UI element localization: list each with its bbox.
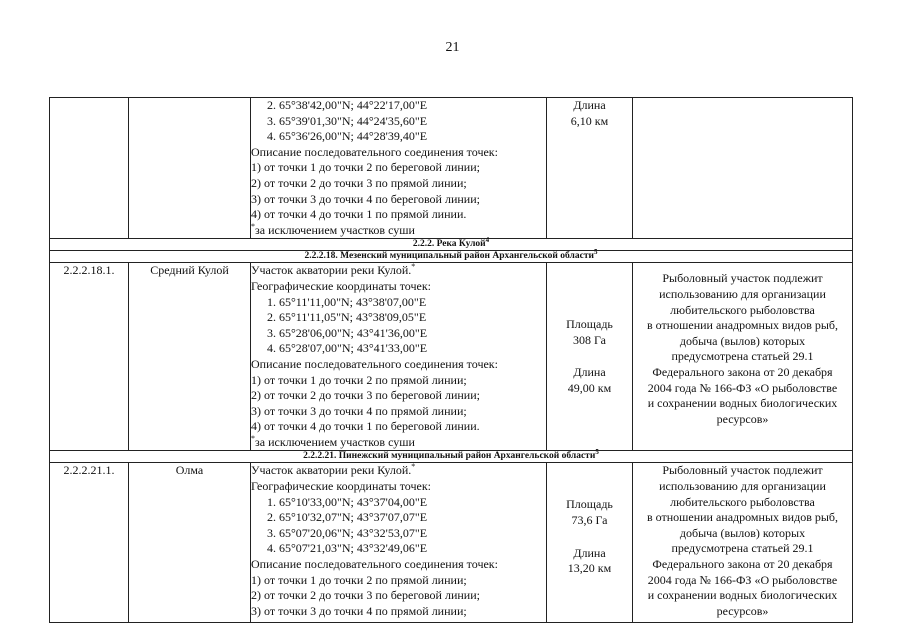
- note-line: в отношении анадромных видов рыб,: [646, 510, 839, 525]
- coordinate-line: 1. 65°11'11,00"N; 43°38'07,00"E: [267, 294, 427, 309]
- description-cell: [251, 98, 547, 239]
- footnote-mark: 5: [595, 448, 599, 457]
- note-line: любительского рыболовства: [670, 302, 815, 317]
- note-line: 2004 года № 166-ФЗ «О рыболовстве: [647, 380, 838, 395]
- coordinate-line: 2. 65°10'32,07"N; 43°37'07,07"E: [267, 510, 428, 525]
- coordinate-line: 4. 65°07'21,03"N; 43°32'49,06"E: [267, 541, 428, 556]
- coordinate-line: 2. 65°38'42,00"N; 44°22'17,00"E: [267, 98, 428, 112]
- measure-cell: [547, 263, 633, 451]
- coordinate-line: 2. 65°11'11,05"N; 43°38'09,05"E: [267, 310, 427, 325]
- note-line: предусмотрена статьей 29.1: [671, 541, 814, 556]
- length-value: 13,20 км: [567, 561, 612, 576]
- asterisk-mark: *: [251, 221, 255, 231]
- coordinates-title: Географические координаты точек:: [251, 278, 431, 293]
- connection-line: 3) от точки 3 до точки 4 по прямой линии;: [251, 403, 467, 418]
- area-name: Средний Кулой: [129, 263, 251, 451]
- connection-line: 4) от точки 4 до точки 1 по прямой линии.: [251, 207, 467, 222]
- exclusion-note: *за исключением участков суши: [251, 221, 415, 237]
- page-number: 21: [445, 40, 460, 55]
- note-line: Рыболовный участок подлежит: [662, 463, 823, 478]
- number-cell: [50, 98, 129, 239]
- description-cell: [251, 263, 547, 451]
- note-line: Федерального закона от 20 декабря: [652, 364, 833, 379]
- description-cell: [251, 463, 547, 623]
- note-line: использованию для организации: [659, 286, 826, 301]
- note-cell: [633, 463, 853, 623]
- connection-title: Описание последовательного соединения точек:: [251, 144, 498, 159]
- area-label: Площадь: [566, 317, 613, 332]
- footnote-mark: 4: [485, 236, 490, 245]
- connection-line: 3) от точки 3 до точки 4 по береговой линии;: [251, 191, 480, 206]
- connection-line: 2) от точки 2 до точки 3 по береговой линии;: [251, 588, 480, 603]
- area-intro: Участок акватории реки Кулой.*: [251, 262, 416, 278]
- note-line: ресурсов»: [716, 411, 769, 426]
- district-section-heading: 2.2.2.18. Мезенский муниципальный район Архангельской области$^5$: [50, 251, 853, 263]
- note-line: и сохранении водных биологических: [647, 588, 838, 603]
- coordinate-line: 4. 65°28'07,00"N; 43°41'33,00"E: [267, 341, 428, 356]
- district-section-heading: 2.2.2.21. Пинежский муниципальный район Архангельской области$^5$: [50, 451, 853, 463]
- connection-line: 2) от точки 2 до точки 3 по береговой линии;: [251, 388, 480, 403]
- connection-line: 1) от точки 1 до точки 2 по прямой линии;: [251, 572, 467, 587]
- area-name: Олма: [129, 463, 251, 623]
- note-line: любительского рыболовства: [670, 494, 815, 509]
- note-cell: [633, 98, 853, 239]
- fishing-areas-table: [49, 97, 853, 623]
- coordinate-line: 3. 65°28'06,00"N; 43°41'36,00"E: [267, 325, 428, 340]
- note-line: использованию для организации: [659, 479, 826, 494]
- area-label: Площадь: [566, 497, 613, 512]
- note-line: в отношении анадромных видов рыб,: [646, 318, 839, 333]
- note-cell: [633, 263, 853, 451]
- connection-line: 4) от точки 4 до точки 1 по береговой линии.: [251, 419, 480, 434]
- note-line: 2004 года № 166-ФЗ «О рыболовстве: [647, 572, 838, 587]
- name-cell: [129, 98, 251, 239]
- note-line: ресурсов»: [716, 603, 769, 618]
- area-number: 2.2.2.18.1.: [50, 263, 129, 451]
- area-number: 2.2.2.21.1.: [50, 463, 129, 623]
- note-line: Федерального закона от 20 декабря: [652, 557, 833, 572]
- asterisk-mark: *: [411, 262, 416, 272]
- district-section-row: [50, 251, 853, 263]
- asterisk-mark: *: [411, 462, 416, 472]
- connection-title: Описание последовательного соединения точек:: [251, 356, 498, 371]
- area-value: 308 Га: [573, 332, 606, 347]
- continuation-row: [50, 98, 853, 239]
- connection-line: 3) от точки 3 до точки 4 по прямой линии;: [251, 603, 467, 618]
- measure-cell: [547, 463, 633, 623]
- length-value: 49,00 км: [567, 381, 612, 395]
- coordinates-title: Географические координаты точек:: [251, 479, 431, 494]
- note-line: Рыболовный участок подлежит: [662, 271, 823, 286]
- coordinate-line: 1. 65°10'33,00"N; 43°37'04,00"E: [267, 494, 428, 509]
- length-label: Длина: [573, 98, 606, 112]
- measure-cell: [547, 98, 633, 239]
- length-label: Длина: [573, 545, 606, 560]
- footnote-mark: 5: [593, 248, 598, 257]
- connection-line: 1) от точки 1 до точки 2 по прямой линии;: [251, 372, 467, 387]
- area-intro: Участок акватории реки Кулой.*: [251, 462, 416, 478]
- area-value: 73,6 Га: [571, 513, 608, 528]
- note-line: добыча (вылов) которых: [679, 333, 806, 348]
- river-section-row: [50, 239, 853, 251]
- note-line: и сохранении водных биологических: [647, 396, 838, 411]
- fishing-area-row: [50, 463, 853, 623]
- note-line: предусмотрена статьей 29.1: [671, 349, 814, 364]
- note-line: добыча (вылов) которых: [679, 525, 806, 540]
- district-section-row: [50, 451, 853, 463]
- river-section-heading: 2.2.2. Река Кулой$^4$: [50, 239, 853, 251]
- connection-title: Описание последовательного соединения точек:: [251, 557, 498, 572]
- length-value: 6,10 км: [570, 113, 609, 128]
- coordinate-line: 4. 65°36'26,00"N; 44°28'39,40"E: [267, 129, 428, 144]
- coordinate-line: 3. 65°39'01,30"N; 44°24'35,60"E: [267, 113, 428, 128]
- connection-line: 2) от точки 2 до точки 3 по прямой линии;: [251, 175, 467, 190]
- fishing-area-row: [50, 263, 853, 451]
- asterisk-mark: *: [251, 433, 255, 443]
- coordinate-line: 3. 65°07'20,06"N; 43°32'53,07"E: [267, 525, 428, 540]
- connection-line: 1) от точки 1 до точки 2 по береговой линии;: [251, 160, 480, 175]
- exclusion-note: *за исключением участков суши: [251, 433, 415, 449]
- length-label: Длина: [573, 365, 606, 380]
